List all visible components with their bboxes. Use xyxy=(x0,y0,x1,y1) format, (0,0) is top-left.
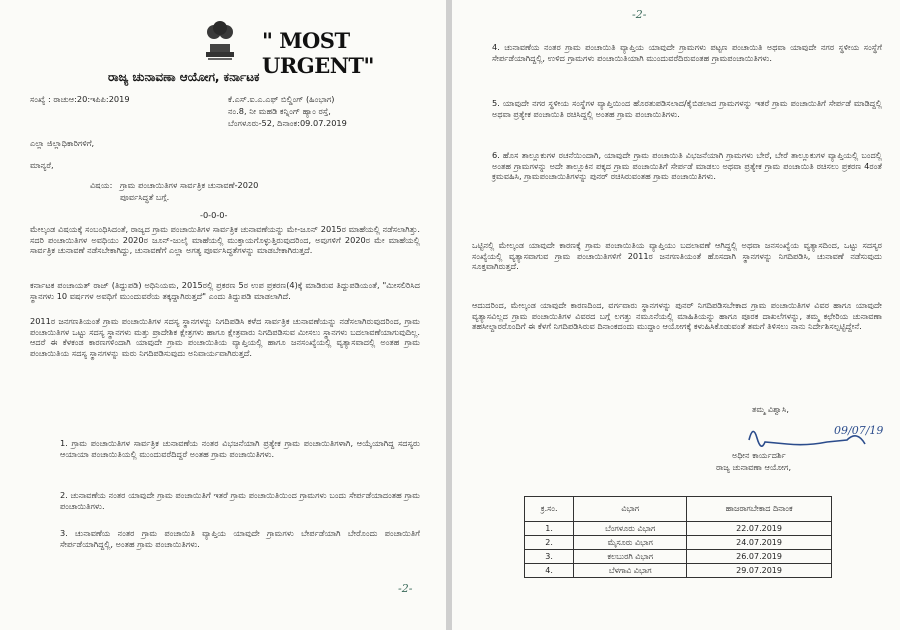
page-number-mark: -2- xyxy=(398,582,413,595)
cell-division: ಬೆಳಗಾವಿ ವಿಭಾಗ xyxy=(574,564,687,578)
table-row xyxy=(525,564,832,578)
designation-line-1: ಅಧೀನ ಕಾರ್ಯದರ್ಶಿ xyxy=(732,450,786,460)
designation-line-2: ರಾಜ್ಯ ಚುನಾವಣಾ ಆಯೋಗ, xyxy=(716,462,792,472)
closing: ತಮ್ಮ ವಿಶ್ವಾಸಿ, xyxy=(752,404,789,414)
paragraph-3: 2011ರ ಜನಗಣತಿಯಂತೆ ಗ್ರಾಮ ಪಂಚಾಯಿತಿಗಳ ಸದಸ್ಯ ಸ್ಥಾನಗಳನ್ನು ನಿಗದಿಪಡಿಸಿ ಕಳೆದ ಸಾರ್ವತ್ರಿಕ ಚುನಾವಣೆಯನ್ನು ನಡೆಸಲಾಗಿರುವುದರಿಂದ, ಗ್ರಾಮ ಪಂಚಾಯಿತಿಗಳ ಒಟ್ಟು ಸದಸ್ಯ ಸ್ಥಾನಗಳು ಮತ್ತು ಪ್ರಾದೇಶಿಕ ಕ್ಷೇತ್ರಗಳು ಹಾಗೂ ಕ್ಷೇತ್ರವಾರು ನಿಗದಿಪಡಿಸುವ ಮೀಸಲು ಸ್ಥಾನಗಳು ಬದಲಾವಣೆಯಾಗುವುದಿಲ್ಲ. ಆದರೆ ಈ ಕೆಳಕಂಡ ಕಾರಣಗಳಿಂದಾಗಿ ಯಾವುದೇ ಗ್ರಾಮ ಪಂಚಾಯಿತಿಯ ವ್ಯಾಪ್ತಿಯಲ್ಲಿ ಹಾಗೂ ಜನಸಂಖ್ಯೆಯಲ್ಲಿ ವ್ಯತ್ಯಾಸವಾದಲ್ಲಿ ಅಂತಹ ಗ್ರಾಮ ಪಂಚಾಯಿತಿಯ ಸದಸ್ಯ ಸ್ಥಾನಗಳನ್ನು ಮರು ನಿಗದಿಪಡಿಸುವುದು ಅನಿವಾರ್ಯವಾಗಿರುತ್ತದೆ. xyxy=(30,316,420,358)
table-row xyxy=(525,522,832,536)
paragraph-directive: ಆದುದರಿಂದ, ಮೇಲ್ಕಂಡ ಯಾವುದೇ ಕಾರಣದಿಂದ, ವರ್ಗವಾರು ಸ್ಥಾನಗಳನ್ನು ಪುನರ್ ನಿಗದಿಪಡಿಸಬೇಕಾದ ಗ್ರಾಮ ಪಂಚಾಯಿತಿಗಳ ವಿವರ ಹಾಗೂ ಯಾವುದೇ ವ್ಯತ್ಯಾಸವಿಲ್ಲದ ಗ್ರಾಮ ಪಂಚಾಯಿತಿಗಳ ವಿವರದ ಬಗ್ಗೆ ಲಗತ್ತು ನಮೂನೆಯಲ್ಲಿ ಮಾಹಿತಿಯನ್ನು ಹಾಗೂ ಪೂರಕ ದಾಖಲೆಗಳನ್ನು, ತಮ್ಮ ಕಛೇರಿಯ ಚುನಾವಣಾ ತಹಸೀಲ್ದಾರರೊಂದಿಗೆ ಈ ಕೆಳಗೆ ನಿಗದಿಪಡಿಸಿರುವ ದಿನಾಂಕದಂದು ಮುದ್ದಾಂ ಆಯೋಗಕ್ಕೆ ಕಳುಹಿಸಿಕೊಡುವಂತೆ ತಮಗೆ ತಿಳಿಸಲು ನಾನು ನಿರ್ದೇಶಿಸಲ್ಪಟ್ಟಿದ್ದೇನೆ. xyxy=(472,300,882,331)
cell-division: ಮೈಸೂರು ವಿಭಾಗ xyxy=(574,536,687,550)
cell-date: 24.07.2019 xyxy=(687,536,832,550)
column-header-division: ವಿಭಾಗ xyxy=(574,497,687,522)
salutation: ಮಾನ್ಯರೆ, xyxy=(30,160,54,170)
cell-serial: 2. xyxy=(525,536,574,550)
signature-date: 09/07/19 xyxy=(834,424,884,437)
reference-number: ಸಂಖ್ಯೆ : ರಾಚುಆ:20:ಇಪಿಪಿ:2019 xyxy=(30,94,130,104)
cell-date: 29.07.2019 xyxy=(687,564,832,578)
table-row xyxy=(525,550,832,564)
cell-division: ಬೆಂಗಳೂರು ವಿಭಾಗ xyxy=(574,522,687,536)
paragraph-1: ಮೇಲ್ಕಂಡ ವಿಷಯಕ್ಕೆ ಸಂಬಂಧಿಸಿದಂತೆ, ರಾಜ್ಯದ ಗ್ರಾಮ ಪಂಚಾಯಿತಿಗಳ ಸಾರ್ವತ್ರಿಕ ಚುನಾವಣೆಯನ್ನು ಮೇ-ಜೂನ್ 2015ರ ಮಾಹೆಯಲ್ಲಿ ನಡೆಸಲಾಗಿತ್ತು. ಸದರಿ ಪಂಚಾಯಿತಿಗಳ ಅವಧಿಯು 2020ರ ಜೂನ್-ಜುಲೈ ಮಾಹೆಯಲ್ಲಿ ಮುಕ್ತಾಯಗೊಳ್ಳುತ್ತಿರುವುದರಿಂದ, ಅವುಗಳಿಗೆ 2020ರ ಮೇ ಮಾಹೆಯಲ್ಲಿ ಸಾರ್ವತ್ರಿಕ ಚುನಾವಣೆ ನಡೆಸಬೇಕಾಗಿದ್ದು, ಚುನಾವಣೆಗೆ ಎಲ್ಲಾ ಅಗತ್ಯ ಪೂರ್ವಸಿದ್ಧತೆಗಳನ್ನು ಮಾಡಬೇಕಾಗಿರುತ್ತದೆ. xyxy=(30,224,420,255)
recipient: ಎಲ್ಲಾ ಜಿಲ್ಲಾಧಿಕಾರಿಗಳಿಗೆ, xyxy=(30,138,95,148)
cell-date: 22.07.2019 xyxy=(687,522,832,536)
list-item-3: 3. ಚುನಾವಣೆಯ ನಂತರ ಗ್ರಾಮ ಪಂಚಾಯಿತಿ ವ್ಯಾಪ್ತಿಯ ಯಾವುದೇ ಗ್ರಾಮಗಳು ಬೇರ್ಪಡೆಯಾಗಿ ಬೇರೊಂದು ಪಂಚಾಯಿತಿಗೆ ಸೇರ್ಪಡೆಯಾಗಿದ್ದಲ್ಲಿ, ಅಂತಹ ಗ್ರಾಮ ಪಂಚಾಯಿತಿಗಳು. xyxy=(60,528,420,549)
table-header-row xyxy=(525,497,832,522)
letter-page-2 xyxy=(452,0,900,630)
column-header-serial: ಕ್ರ.ಸಂ. xyxy=(525,497,574,522)
address-line-2: ನಂ.8, ನೀ ಮಹಡಿ ಕನ್ನಿಂಗ್ ಹ್ಯಾಂ ರಸ್ತೆ, xyxy=(228,106,331,116)
letter-page-1 xyxy=(0,0,446,630)
address-line-3: ಬೆಂಗಳೂರು-52, ದಿನಾಂಕ:09.07.2019 xyxy=(228,118,347,128)
paragraph-summary: ಒಟ್ಟಿನಲ್ಲಿ ಮೇಲ್ಕಂಡ ಯಾವುದೇ ಕಾರಣಕ್ಕೆ ಗ್ರಾಮ ಪಂಚಾಯಿತಿಯ ವ್ಯಾಪ್ತಿಯು ಬದಲಾವಣೆ ಆಗಿದ್ದಲ್ಲಿ ಅಥವಾ ಜನಸಂಖ್ಯೆಯ ವ್ಯತ್ಯಾಸದಿಂದ, ಒಟ್ಟು ಸದಸ್ಯರ ಸಂಖ್ಯೆಯಲ್ಲಿ ವ್ಯತ್ಯಾಸವಾಗುವ ಗ್ರಾಮ ಪಂಚಾಯಿತಿಗಳಿಗೆ 2011ರ ಜನಗಣತಿಯಂತೆ ಹೊಸದಾಗಿ ಸ್ಥಾನಗಳನ್ನು ನಿಗದಿಪಡಿಸಿ, ಚುನಾವಣೆ ನಡೆಸುವುದು ಸೂಕ್ತವಾಗಿರುತ್ತದೆ. xyxy=(472,240,882,271)
state-emblem-icon xyxy=(200,14,240,64)
cell-division: ಕಲಬುರಗಿ ವಿಭಾಗ xyxy=(574,550,687,564)
list-item-4: 4. ಚುನಾವಣೆಯ ನಂತರ ಗ್ರಾಮ ಪಂಚಾಯಿತಿ ವ್ಯಾಪ್ತಿಯ ಯಾವುದೇ ಗ್ರಾಮಗಳು ಪಟ್ಟಣ ಪಂಚಾಯಿತಿ ಅಥವಾ ಯಾವುದೇ ನಗರ ಸ್ಥಳೀಯ ಸಂಸ್ಥೆಗೆ ಸೇರ್ಪಡೆಯಾಗಿದ್ದಲ್ಲಿ, ಉಳಿದ ಗ್ರಾಮಗಳು ಪಂಚಾಯಿತಿಯಾಗಿ ಮುಂದುವರೆದಿರುವಂತಹ ಗ್ರಾಮಪಂಚಾಯಿತಿಗಳು. xyxy=(492,42,882,63)
divider-mark: -0-0-0- xyxy=(200,210,228,220)
cell-serial: 4. xyxy=(525,564,574,578)
address-line-1: ಕೆ.ಎಸ್.ಐ.ಎ.ಎಫ್ ಬಿಲ್ಡಿಂಗ್ (ಹಿಂಭಾಗ) xyxy=(228,94,335,104)
cell-serial: 3. xyxy=(525,550,574,564)
list-item-6: 6. ಹೊಸ ತಾಲ್ಲೂಕುಗಳ ರಚನೆಯಿಂದಾಗಿ, ಯಾವುದೇ ಗ್ರಾಮ ಪಂಚಾಯಿತಿ ವಿಭಜನೆಯಾಗಿ ಗ್ರಾಮಗಳು ಬೇರೆ, ಬೇರೆ ತಾಲ್ಲೂಕುಗಳ ವ್ಯಾಪ್ತಿಯಲ್ಲಿ ಬಂದಲ್ಲಿ ಅಂತಹ ಗ್ರಾಮಗಳನ್ನು ಅದೇ ತಾಲ್ಲೂಕಿನ ಪಕ್ಕದ ಗ್ರಾಮ ಪಂಚಾಯಿತಿಗೆ ಸೇರ್ಪಡೆ ಮಾಡಲು ಅಥವಾ ಪ್ರತ್ಯೇಕ ಗ್ರಾಮ ಪಂಚಾಯಿತಿ ರಚಿಸಲು ಪ್ರಕರಣ 4ರಂತೆ ಕ್ರಮವಹಿಸಿ, ಗ್ರಾಮಪಂಚಾಯಿತಿಗಳನ್ನು ಪುನರ್ ರಚಿಸಿರುವಂತಹ ಗ್ರಾಮ ಪಂಚಾಯಿತಿಗಳು. xyxy=(492,150,882,181)
paragraph-2: ಕರ್ನಾಟಕ ಪಂಚಾಯತ್ ರಾಜ್ (ತಿದ್ದುಪಡಿ) ಅಧಿನಿಯಮ, 2015ರಲ್ಲಿ ಪ್ರಕರಣ 5ರ ಉಪ ಪ್ರಕರಣ(4)ಕ್ಕೆ ಮಾಡಿರುವ ತಿದ್ದುಪಡಿಯಂತೆ, "ಮೀಸಲಿರಿಸಿದ ಸ್ಥಾನಗಳು 10 ವರ್ಷಗಳ ಅವಧಿಗೆ ಮುಂದುವರೆಯ ತಕ್ಕದ್ದಾಗಿರುತ್ತದೆ" ಎಂದು ತಿದ್ದುಪಡಿ ಮಾಡಲಾಗಿದೆ. xyxy=(30,280,420,301)
department-heading: ರಾಜ್ಯ ಚುನಾವಣಾ ಆಯೋಗ, ಕರ್ನಾಟಕ xyxy=(108,70,260,84)
page-number-mark: -2- xyxy=(632,8,647,21)
schedule-table xyxy=(524,496,832,578)
list-item-1: 1. ಗ್ರಾಮ ಪಂಚಾಯಿತಿಗಳ ಸಾರ್ವತ್ರಿಕ ಚುನಾವಣೆಯ ನಂತರ ವಿಭಜನೆಯಾಗಿ ಪ್ರತ್ಯೇಕ ಗ್ರಾಮ ಪಂಚಾಯಿತಿಗಳಾಗಿ, ಆಯ್ಕೆಯಾಗಿದ್ದ ಸದಸ್ಯರು ಆಯಾಯಾ ಪಂಚಾಯಿತಿಯಲ್ಲಿ ಮುಂದುವರೆದಿದ್ದರೆ ಅಂತಹ ಗ್ರಾಮ ಪಂಚಾಯಿತಿಗಳು. xyxy=(60,438,420,459)
column-header-date: ಹಾಜರಾಗಬೇಕಾದ ದಿನಾಂಕ xyxy=(687,497,832,522)
list-item-5: 5. ಯಾವುದೇ ನಗರ ಸ್ಥಳೀಯ ಸಂಸ್ಥೆಗಳ ವ್ಯಾಪ್ತಿಯಿಂದ ಹೊರತುಪಡಿಸಲಾದ/ಕೈಬಿಡಲಾದ ಗ್ರಾಮಗಳನ್ನು ಇತರೆ ಗ್ರಾಮ ಪಂಚಾಯಿತಿಗೆ ಸೇರ್ಪಡೆ ಮಾಡಿದ್ದಲ್ಲಿ ಅಥವಾ ಪ್ರತ್ಯೇಕ ಪಂಚಾಯಿತಿ ರಚಿಸಿದ್ದಲ್ಲಿ ಅಂತಹ ಗ್ರಾಮ ಪಂಚಾಯಿತಿಗಳು. xyxy=(492,98,882,119)
subject-label: ವಿಷಯ: xyxy=(90,180,113,190)
table-row xyxy=(525,536,832,550)
most-urgent-stamp: " MOST URGENT" xyxy=(262,28,374,78)
subject-line-1: ಗ್ರಾಮ ಪಂಚಾಯಿತಿಗಳ ಸಾರ್ವತ್ರಿಕ ಚುನಾವಣೆ-2020 xyxy=(120,180,259,190)
list-item-2: 2. ಚುನಾವಣೆಯ ನಂತರ ಯಾವುದೇ ಗ್ರಾಮ ಪಂಚಾಯಿತಿಗೆ ಇತರೆ ಗ್ರಾಮ ಪಂಚಾಯಿತಿಯಿಂದ ಗ್ರಾಮಗಳು ಬಂದು ಸೇರ್ಪಡೆಯಾದಂತಹ ಗ್ರಾಮ ಪಂಚಾಯಿತಿಗಳು. xyxy=(60,490,420,511)
cell-serial: 1. xyxy=(525,522,574,536)
cell-date: 26.07.2019 xyxy=(687,550,832,564)
subject-line-2: ಪೂರ್ವಸಿದ್ಧತೆ ಬಗ್ಗೆ. xyxy=(120,192,170,202)
